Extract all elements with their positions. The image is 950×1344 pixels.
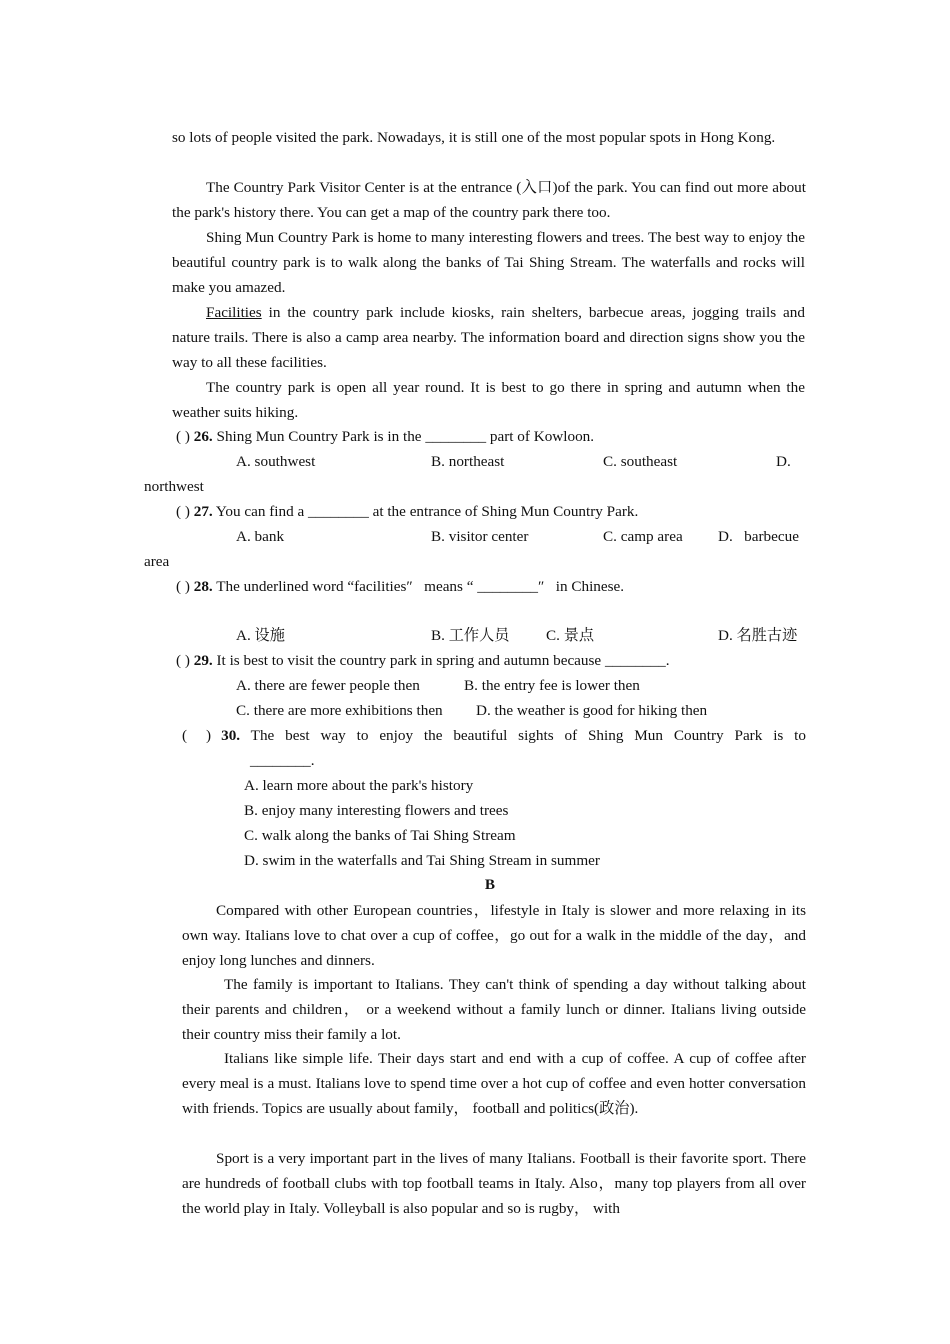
section-b-paragraph-1: Compared with other European countries，lifestyle in Italy is slower and more relaxing in its own way. Italians love to chat over a cup of coffee，go out for a walk in the middle of the day，and enjoy long lunches and dinners.: [182, 902, 806, 969]
passage-a-paragraph-0: so lots of people visited the park. Nowadays, it is still one of the most popular spots in Hong Kong.: [172, 129, 776, 146]
question-26: [176, 424, 594, 449]
option-c: C. southeast: [603, 453, 678, 470]
option-a: A. learn more about the park's history: [244, 777, 474, 794]
question-number: 26.: [193, 428, 213, 445]
section-b-paragraph-2: The family is important to Italians. They can't think of spending a day without talking about their parents and children， or a weekend without a family lunch or dinner. Italians living outside their country miss their family a lot.: [182, 976, 806, 1043]
passage-a-paragraph-1: The Country Park Visitor Center is at the entrance (入口)of the park. You can find out more about the park's history there. You can get a map of the country park there too.: [172, 179, 806, 221]
option-a: A. southwest: [236, 453, 316, 470]
question-number: 30.: [221, 727, 241, 744]
passage-a-paragraph-4: The country park is open all year round. It is best to go there in spring and autumn when the weather suits hiking.: [172, 379, 805, 421]
question-stem-continuation: ________.: [250, 752, 315, 769]
question-27: [176, 499, 638, 524]
option-c: C. camp area: [603, 528, 683, 545]
question-stem: The best way to enjoy the beautiful sights of Shing Mun Country Park is to: [240, 727, 806, 744]
option-d-wrap: area: [144, 553, 170, 570]
question-number: 27.: [193, 503, 213, 520]
option-b: B. visitor center: [431, 528, 529, 545]
option-d: D. the weather is good for hiking then: [476, 702, 708, 719]
option-c: C. walk along the banks of Tai Shing Stream: [244, 827, 516, 844]
section-b-paragraph-4: Sport is a very important part in the lives of many Italians. Football is their favorite sport. There are hundreds of football clubs with top football teams in Italy. Also，many top players from all over the world play in Italy. Volleyball is also popular and so is rugby， with: [182, 1150, 806, 1217]
section-b-paragraph-3: Italians like simple life. Their days start and end with a cup of coffee. A cup of coffee after every meal is a must. Italians love to spend time over a hot cup of coffee and even hotter conversation with friends. Topics are usually about family， football and politics(政治).: [182, 1050, 806, 1117]
option-a: A. there are fewer people then: [236, 677, 420, 694]
option-b: B. enjoy many interesting flowers and trees: [244, 802, 509, 819]
option-a: A. bank: [236, 528, 285, 545]
question-stem: It is best to visit the country park in spring and autumn because ________.: [212, 652, 670, 669]
option-d-wrap: northwest: [144, 478, 204, 495]
answer-paren[interactable]: ( ): [176, 428, 190, 445]
option-d: D.: [776, 453, 791, 470]
question-number: 29.: [193, 652, 213, 669]
question-stem-line: [221, 723, 806, 748]
option-b: B. northeast: [431, 453, 505, 470]
option-d: D. 名胜古迹: [718, 627, 798, 644]
question-28: [176, 574, 624, 599]
question-stem: The underlined word “facilities″ means “ ________″ in Chinese.: [212, 578, 625, 595]
option-d: D. swim in the waterfalls and Tai Shing Stream in summer: [244, 852, 600, 869]
section-b-heading: B: [484, 876, 496, 893]
passage-a-paragraph-3: [172, 300, 805, 375]
option-c: C. 景点: [546, 627, 595, 644]
option-c: C. there are more exhibitions then: [236, 702, 443, 719]
underlined-word-facilities: Facilities: [206, 304, 262, 321]
question-stem: You can find a ________ at the entrance of Shing Mun Country Park.: [212, 503, 639, 520]
question-number: 28.: [193, 578, 213, 595]
question-stem: Shing Mun Country Park is in the ________ part of Kowloon.: [212, 428, 595, 445]
option-a: A. 设施: [236, 627, 285, 644]
passage-a-paragraph-2: Shing Mun Country Park is home to many interesting flowers and trees. The best way to enjoy the beautiful country park is to walk along the banks of Tai Shing Stream. The waterfalls and rocks will make you amazed.: [172, 229, 805, 296]
answer-paren[interactable]: ( ): [176, 652, 190, 669]
question-30: [182, 723, 806, 748]
question-29: [176, 648, 670, 673]
option-b: B. 工作人员: [431, 627, 510, 644]
option-d: D. barbecue: [718, 528, 799, 545]
option-b: B. the entry fee is lower then: [464, 677, 640, 694]
answer-paren[interactable]: ( ): [176, 578, 190, 595]
answer-paren[interactable]: ( ): [182, 727, 212, 744]
paragraph-3-text: in the country park include kiosks, rain shelters, barbecue areas, jogging trails and nature trails. There is also a camp area nearby. The information board and direction signs show you the way to all these facilities.: [172, 304, 805, 371]
answer-paren[interactable]: ( ): [176, 503, 190, 520]
